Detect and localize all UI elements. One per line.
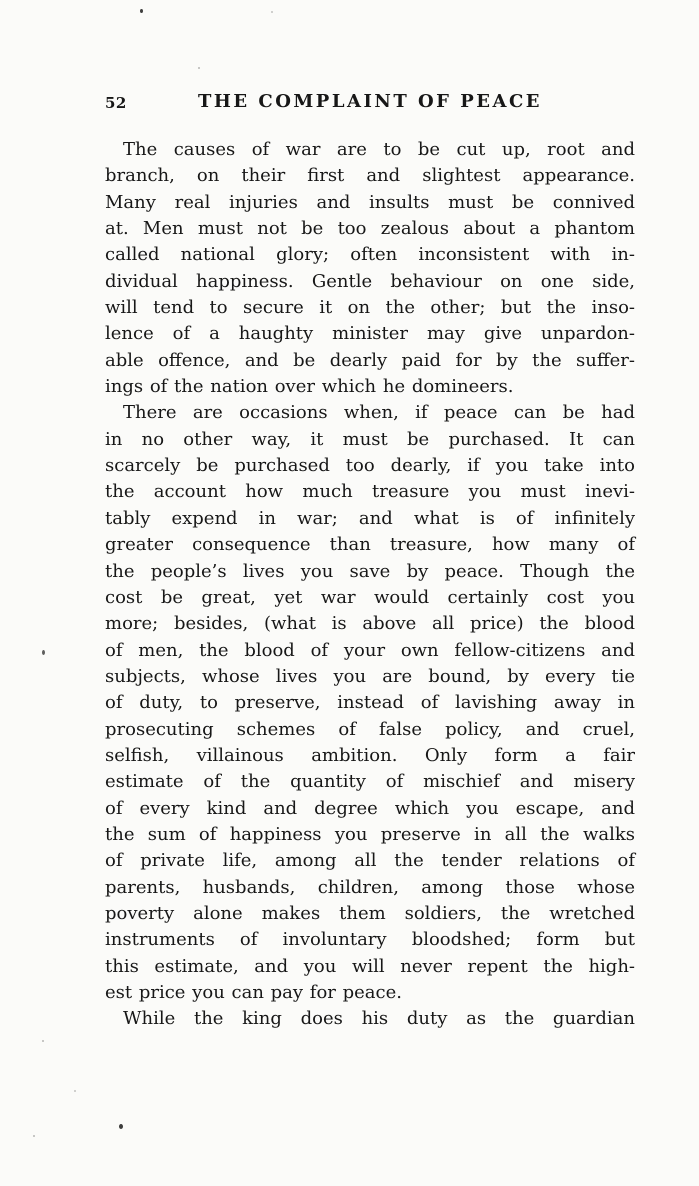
text-line: of every kind and degree which you escape, and (105, 797, 635, 819)
text-line: scarcely be purchased too dearly, if you take into (105, 455, 635, 477)
text-line: the sum of happiness you preserve in all the walks (105, 823, 635, 845)
body-text (105, 137, 635, 1033)
scan-speck (119, 1124, 123, 1129)
running-title: THE COMPLAINT OF PEACE (197, 91, 542, 112)
text-line: of private life, among all the tender relations of (105, 850, 635, 872)
text-line: The causes of war are to be cut up, root and (123, 139, 635, 160)
scan-speck (33, 1135, 35, 1137)
text-line: called national glory; often inconsistent with in- (105, 244, 635, 266)
text-line: prosecuting schemes of false policy, and cruel, (105, 718, 635, 740)
text-line: instruments of involuntary bloodshed; form but (105, 929, 635, 951)
page-number: 52 (105, 94, 127, 112)
text-line: the account how much treasure you must inevi- (105, 481, 635, 503)
text-line: While the king does his duty as the guardian (123, 1008, 635, 1030)
text-line: the people’s lives you save by peace. Though the (105, 560, 635, 582)
text-line: ings of the nation over which he domineers. (105, 376, 514, 398)
text-line: There are occasions when, if peace can be had (123, 402, 635, 424)
text-line: branch, on their first and slightest appearance. (105, 165, 635, 187)
text-line: subjects, whose lives you are bound, by every tie (105, 665, 635, 687)
text-line: estimate of the quantity of mischief and misery (105, 771, 635, 793)
text-line: lence of a haughty minister may give unpardon- (105, 323, 635, 345)
text-line: dividual happiness. Gentle behaviour on one side, (105, 270, 635, 292)
text-line: poverty alone makes them soldiers, the wretched (105, 902, 635, 924)
text-line: of men, the blood of your own fellow-citizens and (105, 639, 635, 661)
text-line: more; besides, (what is above all price) the blood (105, 613, 635, 635)
text-line: this estimate, and you will never repent the high- (105, 955, 635, 977)
scan-speck (42, 1040, 44, 1042)
text-line: at. Men must not be too zealous about a phantom (105, 218, 635, 240)
scan-speck (198, 67, 200, 69)
text-line: in no other way, it must be purchased. It can (105, 428, 635, 450)
scan-speck (271, 11, 273, 13)
text-line: parents, husbands, children, among those whose (105, 876, 635, 898)
text-line: est price you can pay for peace. (105, 982, 402, 1003)
text-line: able offence, and be dearly paid for by the suffer- (105, 349, 635, 371)
scan-speck (140, 9, 143, 13)
text-line: selfish, villainous ambition. Only form a fair (105, 744, 635, 766)
text-line: greater consequence than treasure, how many of (105, 534, 635, 556)
text-line: Many real injuries and insults must be connived (105, 191, 635, 213)
scan-speck (42, 650, 45, 655)
text-line: cost be great, yet war would certainly cost you (105, 586, 635, 608)
text-line: tably expend in war; and what is of infinitely (105, 507, 635, 529)
scan-speck (74, 1090, 76, 1092)
text-line: will tend to secure it on the other; but the inso- (105, 297, 635, 319)
page-header (105, 91, 635, 112)
text-line: of duty, to preserve, instead of lavishing away in (105, 692, 635, 714)
